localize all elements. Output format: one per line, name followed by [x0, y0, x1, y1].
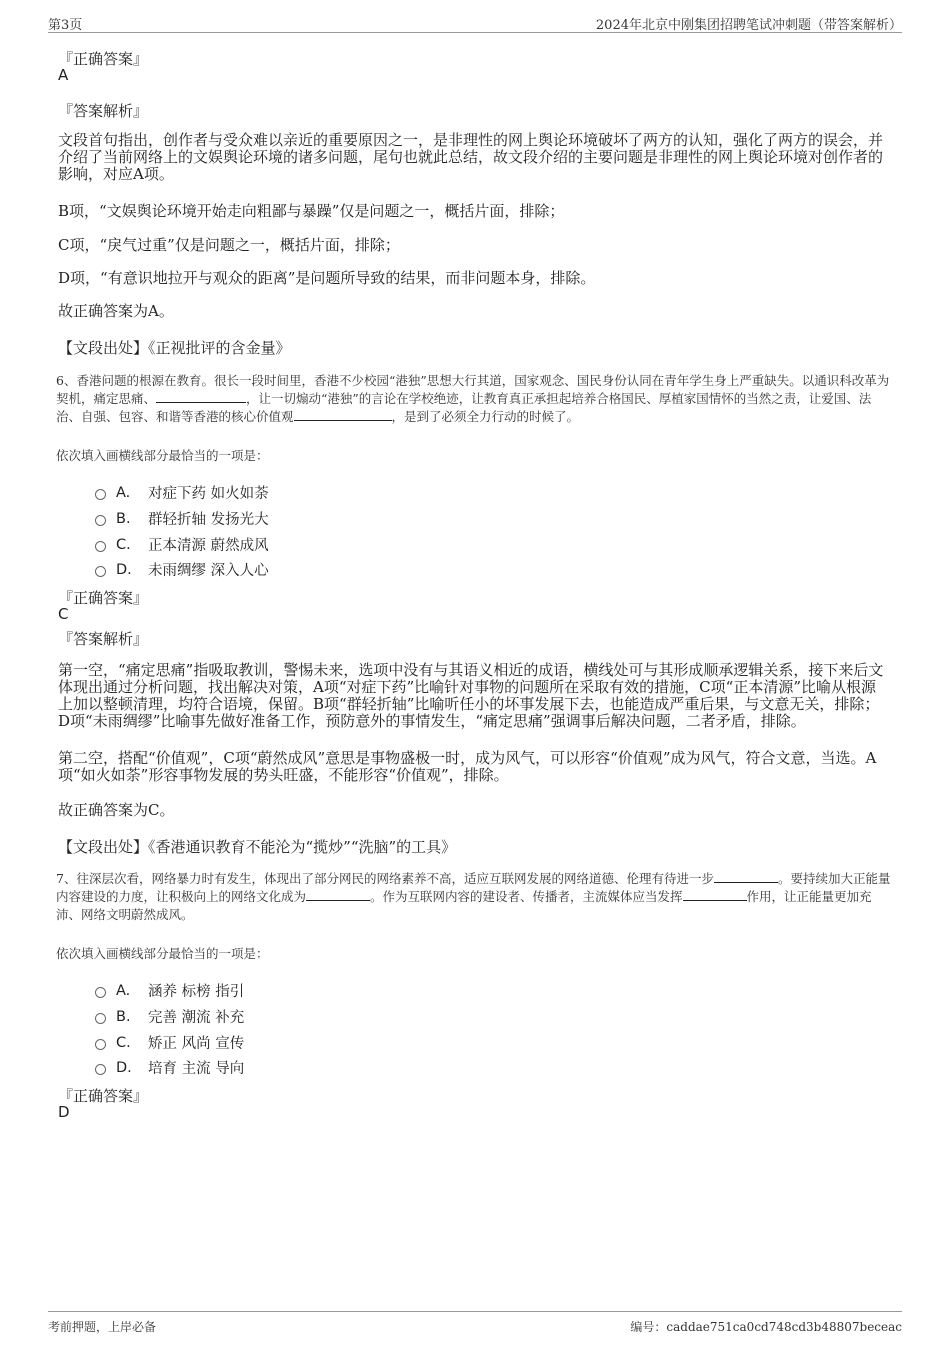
analysis-paragraph: 文段首句指出，创作者与受众难以亲近的重要原因之一，是非理性的网上舆论环境破坏了两方的认知，强化了两方的误会，并介绍了当前网络上的文娱舆论环境的诸多问题，尾句也就此总结，故文段介绍的主要问题是非理性的网上舆论环境对创作者的影响，对应A项。 [58, 131, 884, 183]
option-d[interactable]: D. 未雨绸缪 深入人心 [95, 559, 950, 580]
analysis-paragraph: B项，“文娱舆论环境开始走向粗鄙与暴躁”仅是问题之一，概括片面，排除； [58, 202, 565, 220]
radio-icon[interactable] [95, 1013, 106, 1024]
fill-blank [683, 888, 747, 901]
option-b[interactable]: B. 完善 潮流 补充 [95, 1006, 950, 1027]
passage-source: 【文段出处】《香港通识教育不能沦为“揽炒”“洗脑”的工具》 [58, 838, 457, 856]
option-b[interactable]: B. 群轻折轴 发扬光大 [95, 508, 950, 529]
radio-icon[interactable] [95, 541, 106, 552]
analysis-label: 『答案解析』 [58, 630, 149, 648]
analysis-paragraph: 第一空，“痛定思痛”指吸取教训，警惕未来，选项中没有与其语义相近的成语，横线处可与其形成顺承逻辑关系，接下来后文体现出通过分析问题，找出解决对策，A项“对症下药”比喻针对事物的问题所在采取有效的措施，C项“正本清源”比喻从根源上加以整顿清理，均符合语境，保留。B项“群轻折轴”比喻听任小的坏事发展下去，也能造成严重后果，与文意无关，排除；D项“未雨绸缪”比喻事先做好准备工作，预防意外的事情发生，“痛定思痛”强调事后解决问题，二者矛盾，排除。 [58, 661, 884, 730]
option-d[interactable]: D. 培育 主流 导向 [95, 1057, 950, 1078]
fill-blank [714, 870, 778, 883]
analysis-paragraph: 第二空，搭配“价值观”，C项“蔚然成风”意思是事物盛极一时，成为风气，可以形容“价值观”成为风气，符合文意，当选。A项“如火如荼”形容事物发展的势头旺盛，不能形容“价值观”，排除。 [58, 749, 877, 784]
analysis-label: 『答案解析』 [58, 102, 149, 120]
fill-blank [156, 390, 246, 403]
page-footer [48, 1311, 902, 1334]
correct-answer-label: 『正确答案』 [58, 1087, 149, 1105]
question-prompt: 依次填入画横线部分最恰当的一项是： [56, 448, 269, 463]
page-header [48, 14, 902, 33]
question-stem: 6、香港问题的根源在教育。很长一段时间里，香港不少校园“港独”思想大行其道，国家观念、国民身份认同在青年学生身上严重缺失。以通识科改革为契机，痛定思痛、 ，让一切煽动“港独”的言论在学校绝迹，让教育真正承担起培养合格国民、厚植家国情怀的当然之责，让爱国、法治、自强、包容、和谐等香港的核心价值观 ，是到了必须全力行动的时候了。 [56, 373, 890, 424]
document-id: 编号：caddae751ca0cd748cd3b48807beceac [630, 1320, 902, 1334]
analysis-paragraph: C项，“戾气过重”仅是问题之一，概括片面，排除； [58, 236, 400, 254]
passage-source: 【文段出处】《正视批评的含金量》 [58, 339, 291, 357]
radio-icon[interactable] [95, 489, 106, 500]
fill-blank [306, 888, 370, 901]
option-a[interactable]: A. 对症下药 如火如荼 [95, 482, 950, 503]
page-number: 第3页 [48, 18, 83, 33]
analysis-conclusion: 故正确答案为A。 [58, 302, 174, 320]
correct-answer-value: D [58, 1103, 70, 1121]
option-c[interactable]: C. 正本清源 蔚然成风 [95, 534, 950, 555]
analysis-conclusion: 故正确答案为C。 [58, 801, 175, 819]
document-title: 2024年北京中刚集团招聘笔试冲刺题（带答案解析） [595, 18, 902, 33]
radio-icon[interactable] [95, 1064, 106, 1075]
radio-icon[interactable] [95, 566, 106, 577]
radio-icon[interactable] [95, 515, 106, 526]
correct-answer-value: C [58, 605, 69, 623]
radio-icon[interactable] [95, 987, 106, 998]
option-c[interactable]: C. 矫正 风尚 宣传 [95, 1032, 950, 1053]
footer-slogan: 考前押题，上岸必备 [48, 1320, 157, 1334]
fill-blank [294, 408, 392, 421]
question-prompt: 依次填入画横线部分最恰当的一项是： [56, 946, 269, 961]
analysis-paragraph: D项，“有意识地拉开与观众的距离”是问题所导致的结果，而非问题本身，排除。 [58, 269, 596, 287]
question-stem: 7、往深层次看，网络暴力时有发生，体现出了部分网民的网络素养不高，适应互联网发展的网络道德、伦理有待进一步 。要持续加大正能量内容建设的力度，让积极向上的网络文化成为 。作为互联网内容的建设者、传播者，主流媒体应当发挥 作用，让正能量更加充沛、网络文明蔚然成风。 [56, 871, 891, 922]
option-a[interactable]: A. 涵养 标榜 指引 [95, 980, 950, 1001]
correct-answer-label: 『正确答案』 [58, 589, 149, 607]
correct-answer-value: A [58, 66, 69, 84]
radio-icon[interactable] [95, 1039, 106, 1050]
correct-answer-label: 『正确答案』 [58, 50, 149, 68]
